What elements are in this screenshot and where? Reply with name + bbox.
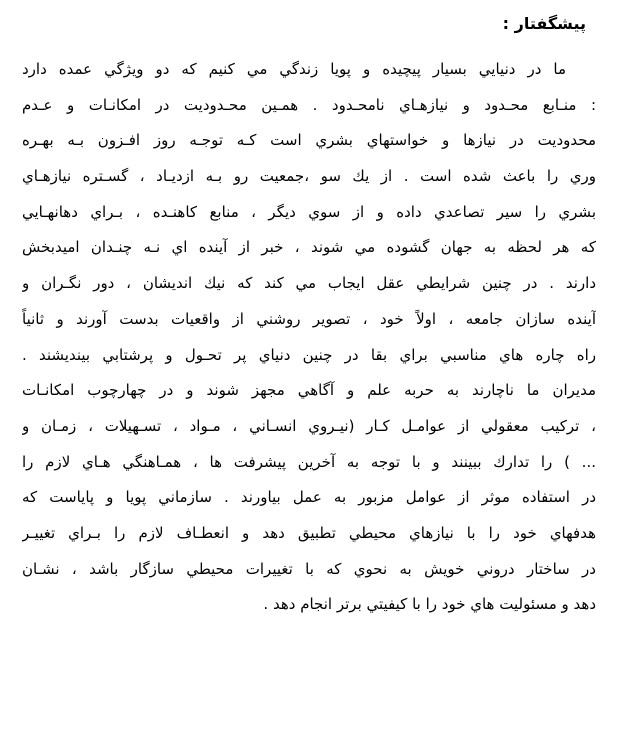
- paragraph-line: : منـابع محـدود و نيازهـاي نامحـدود . همـين محـدوديت در امكانـات و عـدم: [22, 95, 596, 114]
- paragraph-line: در استفاده موثر از عوامل مزبور به عمل بياورند . سازماني پويا و پاياست كه: [22, 488, 596, 507]
- paragraph-line: محدوديت در نيازها و خواستهاي بشري است كـه توجـه روز افـزون بـه بهـره: [22, 131, 596, 150]
- paragraph-line: در ساختار دروني خويش به نحوي كه با تغييرات محيطي سازگار باشد ، نشـان: [22, 559, 596, 578]
- paragraph-line: مديران ما ناچارند به حربه علم و آگاهي مجهز شوند و در چهارچوب امكانـات: [22, 381, 596, 400]
- page-heading: پيشگفتار :: [502, 14, 586, 33]
- paragraph-line: كه هر لحظه به جهان گشوده مي شوند ، خبر از آينده اي نـه چنـدان اميدبخش: [22, 238, 596, 257]
- body-paragraph: [22, 58, 596, 629]
- paragraph-line: ... ) را تدارك ببينند و با توجه به آخرين پيشرفت ها ، همـاهنگي هـاي لازم را: [22, 452, 596, 471]
- paragraph-line: راه چاره هاي مناسبي براي بقا در چنين دنياي پر تحـول و پرشتابي بينديشند .: [22, 345, 596, 364]
- paragraph-line: آينده سازان جامعه ، اولاً خود ، تصوير روشني از واقعيات بدست آورند و ثانياً: [22, 309, 596, 328]
- paragraph-line-last: دهد و مسئوليت هاي خود را با كيفيتي برتر انجام دهد .: [263, 595, 596, 614]
- paragraph-line: هدفهاي خود را با نيازهاي محيطي تطبيق دهد و انعطـاف لازم را بـراي تغييـر: [22, 523, 596, 542]
- paragraph-line: دارند . در چنين شرايطي عقل ايجاب مي كند كه نيك انديشان ، دور نگـران و: [22, 274, 596, 293]
- paragraph-line: بشري را سير تصاعدي داده و از سوي ديگر ، منابع كاهنـده ، بـراي دهانهـايي: [22, 202, 596, 221]
- paragraph-line: وري را باعث شده است . از يك سو ،جمعيت رو بـه ازديـاد ، گسـتره نيازهـاي: [22, 167, 596, 186]
- paragraph-line: ما در دنيايي بسيار پيچيده و پويا زندگي مي كنيم كه دو ويژگي عمده دارد: [22, 60, 566, 78]
- paragraph-line: ، تركيب معقولي از عوامـل كـار (نيـروي انسـاني ، مـواد ، تسـهيلات ، زمـان و: [22, 416, 596, 435]
